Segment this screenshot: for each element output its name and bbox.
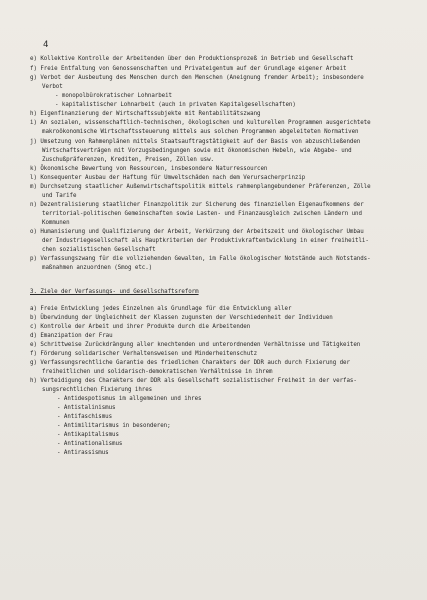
list-item: - Antistalinismus xyxy=(57,405,116,411)
text-line: c) Kontrolle der Arbeit und ihrer Produkte durch die Arbeitenden xyxy=(30,324,251,330)
text-line: l) Konsequenter Ausbau der Haftung für Umweltschäden nach dem Verursacherprinzip xyxy=(30,175,306,181)
text-line: n) Dezentralisierung staatlicher Finanzpolitik zur Sicherung des finanziellen Eigenaufkommens der xyxy=(30,202,364,208)
text-line: b) Überwindung der Ungleichheit der Klassen zugunsten der Verschiedenheit der Individuen xyxy=(30,315,333,321)
text-line: maßnahmen anzuordnen (Smog etc.) xyxy=(42,265,153,271)
text-line: chen sozialistischen Gesellschaft xyxy=(42,247,156,253)
text-line: der Industriegesellschaft als Hauptkriterien der Produktivkraftentwicklung in einer freiheitli- xyxy=(42,238,369,244)
text-line: m) Durchsetzung staatlicher Außenwirtschaftspolitik mittels rahmenplangebundener Präferenzen, Zölle xyxy=(30,184,371,190)
list-item: - Antinationalismus xyxy=(57,441,123,447)
text-line: und Tarife xyxy=(42,193,77,199)
text-line: d) Emanzipation der Frau xyxy=(30,333,113,339)
text-line: a) Freie Entwicklung jedes Einzelnen als Grundlage für die Entwicklung aller xyxy=(30,306,292,312)
text-line: Zuschußpräferenzen, Krediten, Preisen, Zöllen usw. xyxy=(42,157,215,163)
list-item: - Antimilitarismus in besonderen; xyxy=(57,423,171,429)
text-line: i) An sozialen, wissenschaftlich-technischen, ökologischen und kulturellen Programmen ausgerichtete xyxy=(30,120,371,126)
text-line: Wirtschaftsverträgen mit Vorzugsbedingungen sowie mit ökonomischen Hebeln, wie Abgabe- und xyxy=(42,148,352,154)
text-line: makroökonomische Wirtschaftssteuerung mittels aus solchen Programmen abgeleiteten Normativen xyxy=(42,129,359,135)
text-line: p) Verfassungszwang für die vollziehenden Gewalten, im Falle ökologischer Notstände auch Notstands- xyxy=(30,256,371,262)
text-line: sungsrechtlichen Fixierung ihres xyxy=(42,387,153,393)
text-line: freiheitlichen und solidarisch-demokratischen Verhältnisse in ihrem xyxy=(42,369,273,375)
text-line: Verbot xyxy=(42,84,63,90)
text-line: territorial-politischen Gemeinschaften sowie Lasten- und Finanzausgleich zwischen Ländern und xyxy=(42,211,362,217)
text-line: e) Kollektive Kontrolle der Arbeitenden über den Produktionsprozeß in Betrieb und Gesellschaft xyxy=(30,56,354,62)
text-line: Kommunen xyxy=(42,220,70,226)
section-heading: 3. Ziele der Verfassungs- und Gesellschaftsreform xyxy=(30,289,199,295)
text-line: e) Schrittweise Zurückdrängung aller knechtenden und unterordnenden Verhältnisse und Tätigkeiten xyxy=(30,342,361,348)
text-line: g) Verfassungsrechtliche Garantie des friedlichen Charakters der DDR auch durch Fixierung der xyxy=(30,360,350,366)
text-line: k) Ökonomische Bewertung von Ressourcen, insbesondere Naturressourcen xyxy=(30,166,268,172)
list-item: - Antikapitalismus xyxy=(57,432,119,438)
list-item: - Antirassismus xyxy=(57,450,109,456)
text-line: f) Freie Entfaltung von Genossenschaften und Privateigentum auf der Grundlage eigener Arbeit xyxy=(30,66,347,72)
text-line: h) Verteidigung des Charakters der DDR als Gesellschaft sozialistischer Freiheit in der verfas- xyxy=(30,378,357,384)
text-line: - monopolbürokratischer Lohnarbeit xyxy=(55,93,172,99)
list-item: - Antidespotismus im allgemeinen und ihres xyxy=(57,396,202,402)
text-line: j) Umsetzung von Rahmenplänen mittels Staatsauftragstätigkeit auf der Basis von abzuschließenden xyxy=(30,139,361,145)
text-line: g) Verbot der Ausbeutung des Menschen durch den Menschen (Aneignung fremder Arbeit); insbesondere xyxy=(30,75,364,81)
text-line: h) Eigenfinanzierung der Wirtschaftssubjekte mit Rentabilitätszwang xyxy=(30,111,261,117)
text-line: f) Förderung solidarischer Verhaltensweisen und Minderheitenschutz xyxy=(30,351,258,357)
page-number: 4 xyxy=(43,40,49,50)
text-line: - kapitalistischer Lohnarbeit (auch in privaten Kapitalgesellschaften) xyxy=(55,102,296,108)
text-line: o) Humanisierung und Qualifizierung der Arbeit, Verkürzung der Arbeitszeit und ökologischer Umbau xyxy=(30,229,364,235)
list-item: - Antifaschismus xyxy=(57,414,113,420)
